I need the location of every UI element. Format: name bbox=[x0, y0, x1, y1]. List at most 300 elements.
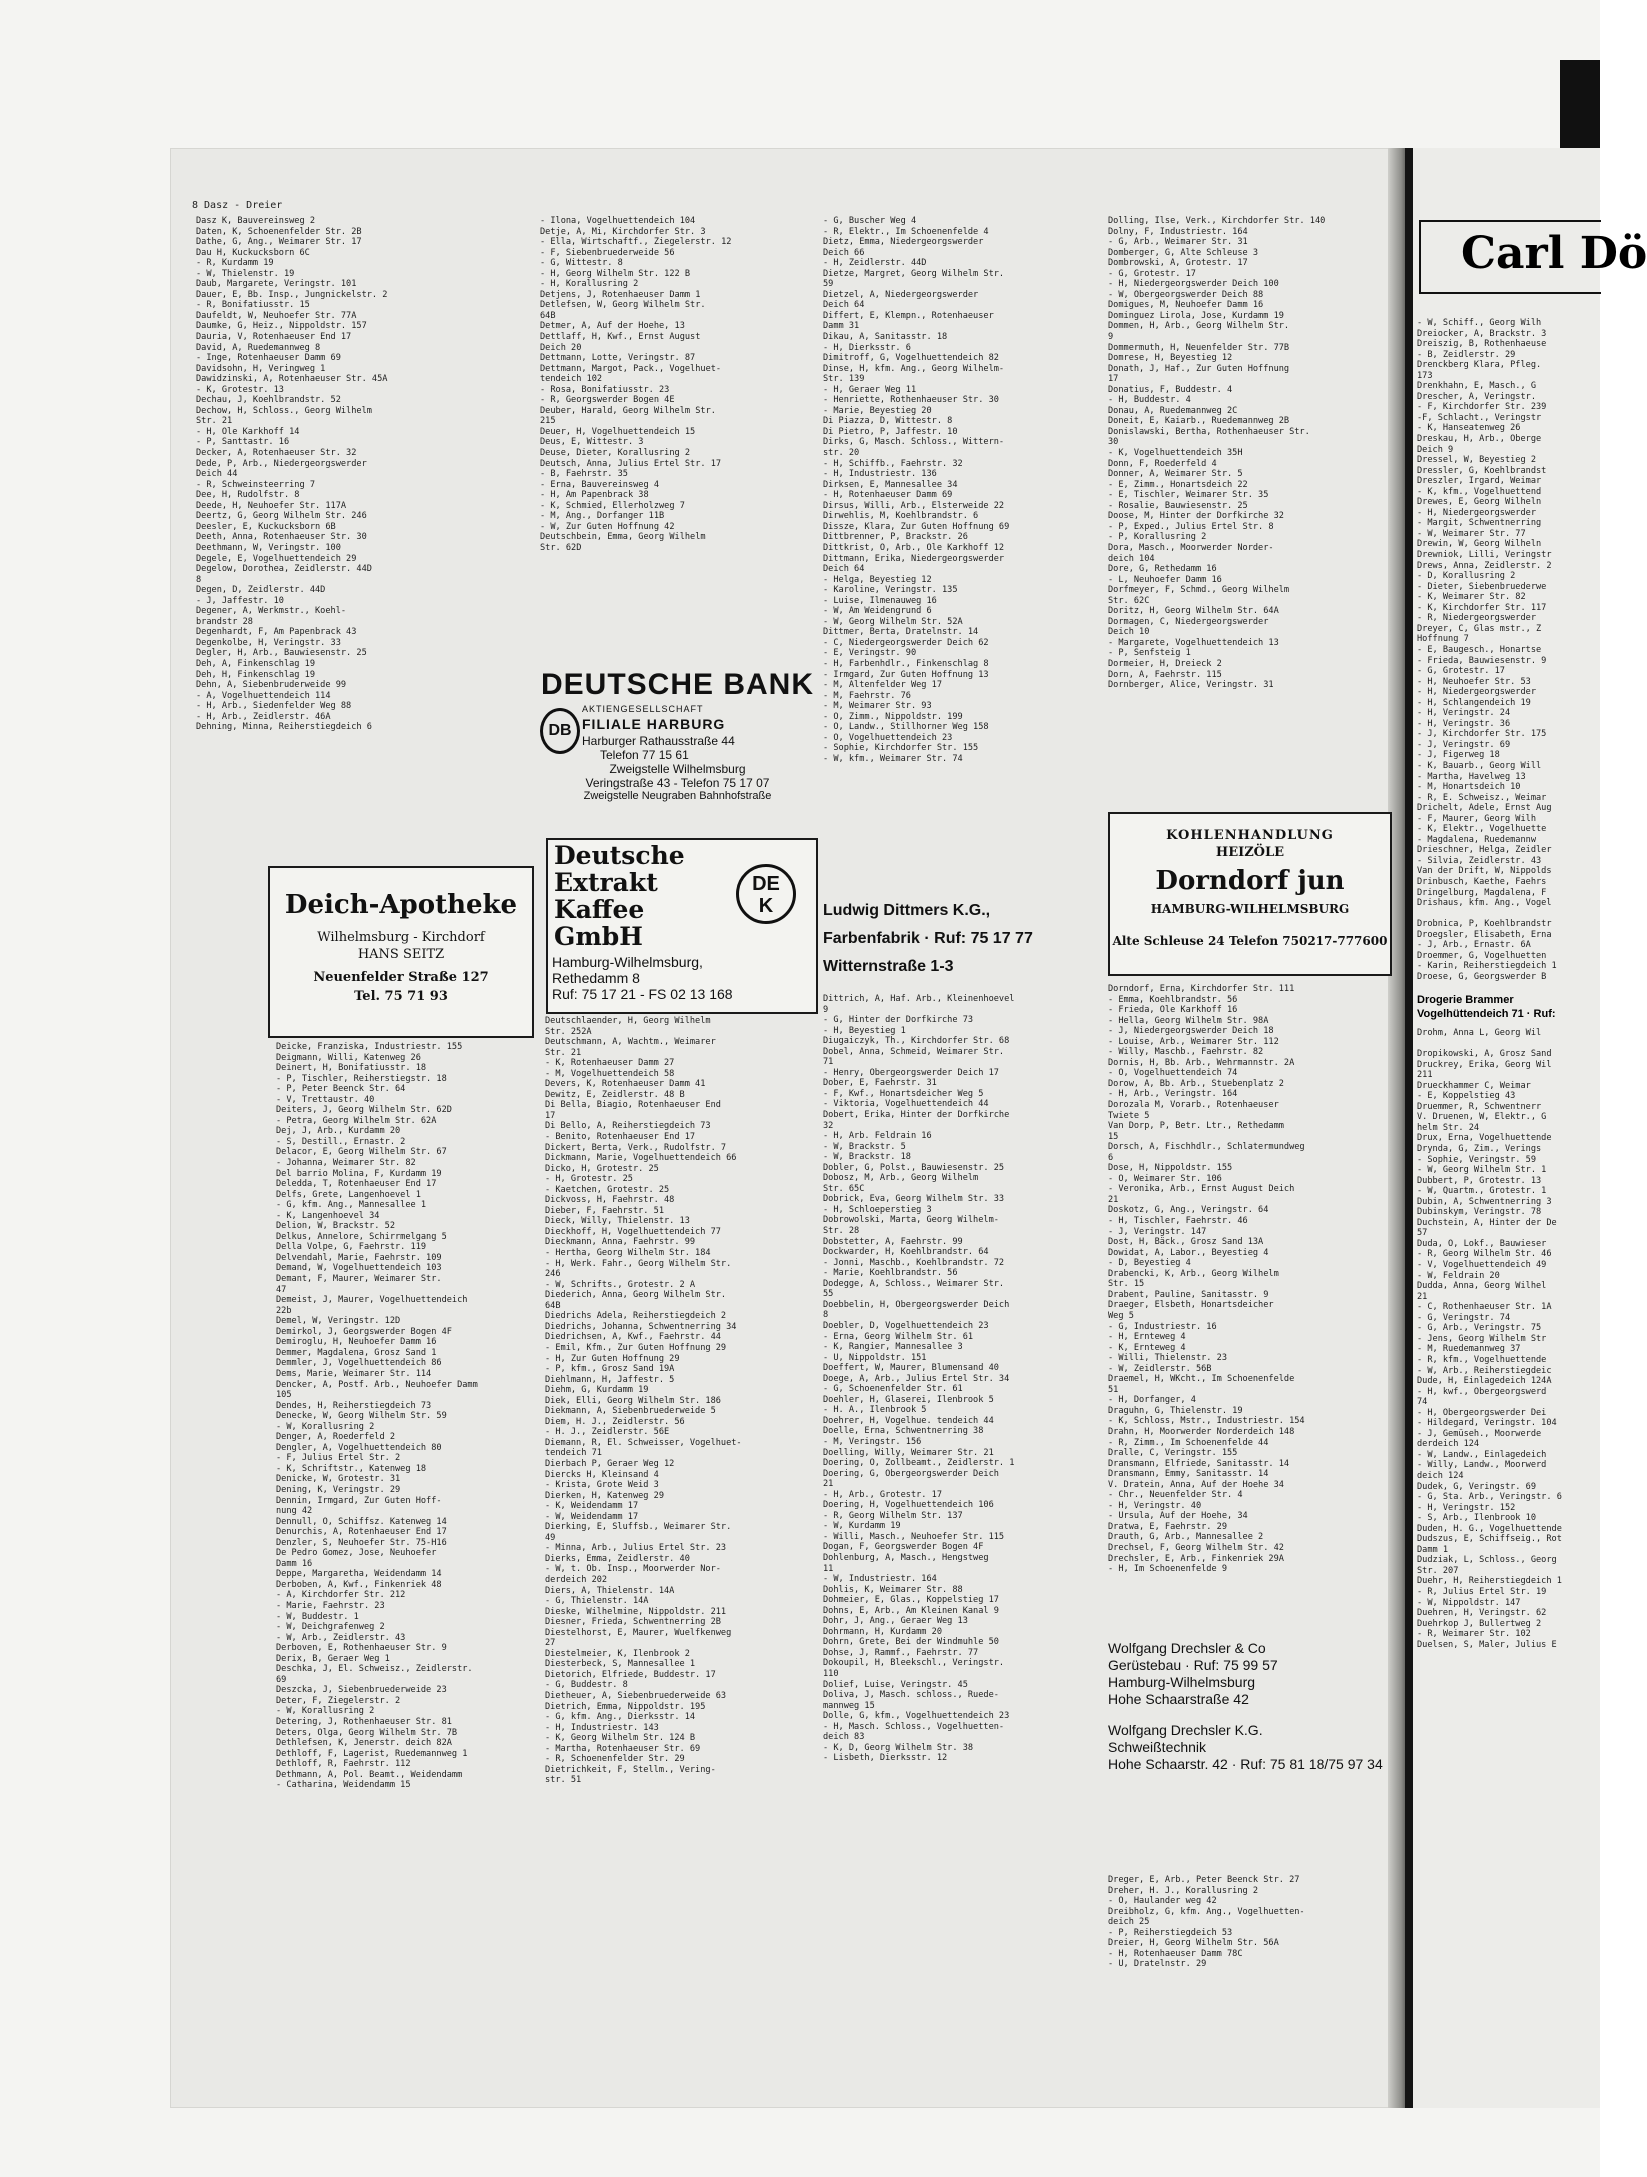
directory-entry: - R, Kurdamm 19 bbox=[196, 258, 274, 269]
dorndorf-ad bbox=[1108, 812, 1392, 976]
directory-entry: Drabencki, K, Arb., Georg Wilhelm bbox=[1108, 1268, 1279, 1279]
directory-entry: Diehlmann, H, Jaffestr. 5 bbox=[545, 1374, 675, 1385]
directory-entry: - P, Exped., Julius Ertel Str. 8 bbox=[1108, 521, 1274, 532]
directory-entry: - K, Hanseatenweg 26 bbox=[1417, 423, 1521, 434]
directory-entry: - R, kfm., Vogelhuettende bbox=[1417, 1354, 1547, 1365]
adjacent-column-bottom bbox=[1417, 1028, 1600, 2108]
directory-entry: Diedrichs, Johanna, Schwentnerring 34 bbox=[545, 1321, 737, 1332]
directory-entry: 71 bbox=[823, 1057, 834, 1068]
directory-entry: - R, Elektr., Im Schoenenfelde 4 bbox=[823, 226, 989, 237]
directory-entry: - H, Geraer Weg 11 bbox=[823, 384, 917, 395]
directory-entry: Dieske, Wilhelmine, Nippoldstr. 211 bbox=[545, 1606, 727, 1617]
directory-entry: Deich 20 bbox=[540, 342, 582, 353]
dittmers-line-3: Witternstraße 1-3 bbox=[823, 958, 954, 975]
directory-entry: - G, Grotestr. 17 bbox=[1417, 666, 1505, 677]
directory-entry: - A, Vogelhuettendeich 114 bbox=[196, 690, 331, 701]
directory-entry: Diedrichs Adela, Reiherstiegdeich 2 bbox=[545, 1311, 727, 1322]
directory-entry: Dorsch, A, Fischhdlr., Schlatermundweg bbox=[1108, 1142, 1305, 1153]
directory-entry: Domigues, M, Neuhoefer Damm 16 bbox=[1108, 300, 1264, 311]
directory-entry: Dietz, Emma, Niedergeorgswerder bbox=[823, 237, 984, 248]
directory-entry: Duehren, H, Veringstr. 62 bbox=[1417, 1608, 1547, 1619]
directory-entry: Dober, E, Faehrstr. 31 bbox=[823, 1078, 937, 1089]
directory-entry: Diestelmeier, K, Ilenbrook 2 bbox=[545, 1648, 690, 1659]
directory-entry: Dickvoss, H, Faehrstr. 48 bbox=[545, 1195, 675, 1206]
directory-entry: - H, Veringstr. 40 bbox=[1108, 1500, 1202, 1511]
directory-entry: Deh, A, Finkenschlag 19 bbox=[196, 658, 315, 669]
directory-entry: - H. J., Zeidlerstr. 56E bbox=[545, 1427, 670, 1438]
directory-entry: Drenckberg Klara, Pfleg. bbox=[1417, 360, 1542, 371]
directory-entry: 21 bbox=[823, 1479, 834, 1490]
directory-entry: - G, Buscher Weg 4 bbox=[823, 216, 917, 226]
directory-entry: Detering, J, Rothenhaeuser Str. 81 bbox=[276, 1717, 452, 1727]
directory-entry: 32 bbox=[823, 1120, 834, 1131]
directory-entry: Duelsen, S, Maler, Julius E bbox=[1417, 1639, 1557, 1650]
directory-entry: Dobstetter, A, Faehrstr. 99 bbox=[823, 1236, 963, 1247]
directory-entry: Dobrick, Eva, Georg Wilhelm Str. 33 bbox=[823, 1194, 1005, 1205]
directory-entry: - Emil, Kfm., Zur Guten Hoffnung 29 bbox=[545, 1342, 727, 1353]
directory-entry: De Pedro Gomez, Jose, Neuhoefer bbox=[276, 1548, 437, 1559]
directory-entry: Degele, E, Vogelhuettendeich 29 bbox=[196, 553, 357, 564]
directory-entry: Dohr, J, Ang., Geraer Weg 13 bbox=[823, 1616, 968, 1627]
directory-entry: Dittmer, Berta, Dratelnstr. 14 bbox=[823, 627, 979, 638]
directory-entry: Str. 21 bbox=[196, 416, 233, 427]
directory-entry: - W, Feldrain 20 bbox=[1417, 1270, 1500, 1281]
directory-entry: - G, Grotestr. 17 bbox=[1108, 268, 1196, 279]
directory-entry: - M, Vogelhuettendeich 58 bbox=[545, 1068, 675, 1079]
directory-entry: - W, kfm., Weimarer Str. 74 bbox=[823, 753, 963, 764]
directory-entry: Di Pietro, P, Jaffestr. 10 bbox=[823, 426, 958, 437]
directory-entry: Duehrkop J, Bullertweg 2 bbox=[1417, 1618, 1542, 1629]
directory-entry: Dreskau, H, Arb., Oberge bbox=[1417, 434, 1542, 445]
directory-entry: Doehler, H, Glaserei, Ilenbrook 5 bbox=[823, 1394, 994, 1405]
directory-entry: Doebler, D, Vogelhuettendeich 23 bbox=[823, 1320, 989, 1331]
directory-entry: - Inge, Rotenhaeuser Damm 69 bbox=[196, 353, 341, 364]
directory-entry: Donislawski, Bertha, Rothenhaeuser Str. bbox=[1108, 426, 1310, 437]
directory-entry: Dasz K, Bauvereinsweg 2 bbox=[196, 216, 315, 226]
directory-entry: - Benito, Rotenhaeuser End 17 bbox=[545, 1132, 696, 1143]
directory-entry: Doneit, E, Kaiarb., Ruedemannweg 2B bbox=[1108, 416, 1290, 427]
drogerie-line-1: Drogerie Brammer bbox=[1417, 994, 1514, 1006]
book-gutter bbox=[1405, 148, 1413, 2108]
directory-entry: 27 bbox=[545, 1638, 556, 1649]
directory-entry: Hoffnung 7 bbox=[1417, 634, 1469, 645]
directory-entry: - Chr., Neuenfelder Str. 4 bbox=[1108, 1490, 1243, 1501]
directory-entry: - W, Industriestr. 164 bbox=[823, 1574, 937, 1585]
directory-entry: Deter, F, Ziegelerstr. 2 bbox=[276, 1695, 401, 1706]
directory-entry: Deutsch, Anna, Julius Ertel Str. 17 bbox=[540, 458, 722, 469]
directory-entry: Drechsel, F, Georg Wilhelm Str. 42 bbox=[1108, 1542, 1284, 1553]
directory-entry: - Krista, Grote Weid 3 bbox=[545, 1480, 659, 1491]
directory-entry: - B, Zeidlerstr. 29 bbox=[1417, 349, 1516, 360]
directory-entry: Dohse, J, Rammf., Faehrstr. 77 bbox=[823, 1647, 979, 1658]
directory-entry: Duehr, H, Reiherstiegdeich 1 bbox=[1417, 1576, 1562, 1587]
directory-entry: - H, Buddestr. 4 bbox=[1108, 395, 1191, 406]
directory-entry: Daumke, G, Heiz., Nippoldstr. 157 bbox=[196, 321, 367, 332]
directory-entry: Dransmann, Elfriede, Sanitasstr. 14 bbox=[1108, 1458, 1290, 1469]
directory-entry: - H, Neuhoefer Str. 53 bbox=[1417, 676, 1531, 687]
directory-entry: Dede, P, Arb., Niedergeorgswerder bbox=[196, 458, 367, 469]
directory-entry: 22b bbox=[276, 1305, 292, 1316]
directory-entry: Duda, O, Lokf., Bauwieser bbox=[1417, 1238, 1547, 1249]
drechsler-line-6: Schweißtechnik bbox=[1108, 1739, 1207, 1755]
dek-ad bbox=[546, 838, 818, 1014]
directory-entry: 57 bbox=[1417, 1228, 1428, 1239]
spine-shadow bbox=[1560, 60, 1600, 150]
directory-entry: - R, Weimarer Str. 102 bbox=[1417, 1629, 1531, 1640]
directory-entry: Dethloff, R, Faehrstr. 112 bbox=[276, 1759, 411, 1770]
directory-entry: Detjens, J, Rotenhaeuser Damm 1 bbox=[540, 289, 701, 300]
directory-entry: - H, Rotenhaeuser Damm 78C bbox=[1108, 1948, 1243, 1959]
directory-entry: Dobosz, M, Arb., Georg Wilhelm bbox=[823, 1173, 979, 1184]
directory-entry: Domberger, G, Alte Schleuse 3 bbox=[1108, 247, 1259, 258]
directory-entry: Drinbusch, Kaethe, Faehrs bbox=[1417, 876, 1547, 887]
directory-entry: Dorndorf, Erna, Kirchdorfer Str. 111 bbox=[1108, 984, 1295, 994]
directory-entry: - H, Niedergeorgswerder bbox=[1417, 687, 1536, 698]
directory-entry: Dogan, F, Georgswerder Bogen 4F bbox=[823, 1542, 984, 1553]
directory-entry: Druemmer, R, Schwentnerr bbox=[1417, 1101, 1542, 1112]
directory-entry: Deters, Olga, Georg Wilhelm Str. 7B bbox=[276, 1727, 458, 1738]
directory-entry: - J, Gemüseh., Moorwerde bbox=[1417, 1428, 1542, 1439]
directory-entry: Deiters, J, Georg Wilhelm Str. 62D bbox=[276, 1105, 452, 1116]
directory-entry: - E, Tischler, Weimarer Str. 35 bbox=[1108, 490, 1269, 501]
dorndorf-name: Dorndorf jun bbox=[1155, 866, 1345, 896]
directory-entry: Doskotz, G, Ang., Veringstr. 64 bbox=[1108, 1205, 1269, 1216]
directory-entry: - H, Zur Guten Hoffnung 29 bbox=[545, 1353, 680, 1364]
directory-entry: - Veronika, Arb., Ernst August Deich bbox=[1108, 1184, 1295, 1195]
directory-entry: Drohm, Anna L, Georg Wil bbox=[1417, 1028, 1542, 1038]
apotheke-name: Deich-Apotheke bbox=[284, 890, 518, 920]
directory-entry: Deutschmann, A, Wachtm., Weimarer bbox=[545, 1037, 716, 1048]
directory-entry: 211 bbox=[1417, 1070, 1433, 1081]
directory-entry: 21 bbox=[1108, 1194, 1119, 1205]
directory-entry: Dormagen, C, Niedergeorgswerder bbox=[1108, 616, 1269, 627]
directory-entry: - F, Maurer, Georg Wilh bbox=[1417, 813, 1536, 824]
directory-entry: - Kaetchen, Grotestr. 25 bbox=[545, 1184, 670, 1195]
directory-entry: - P, kfm., Grosz Sand 19A bbox=[545, 1364, 675, 1375]
directory-entry: - G, Sta. Arb., Veringstr. 6 bbox=[1417, 1492, 1562, 1503]
directory-entry: - Erna, Georg Wilhelm Str. 61 bbox=[823, 1331, 974, 1342]
directory-entry: Dratwa, E, Faehrstr. 29 bbox=[1108, 1521, 1227, 1532]
directory-entry: Demmler, J, Vogelhuettendeich 86 bbox=[276, 1358, 442, 1369]
directory-entry: Denecke, W, Georg Wilhelm Str. 59 bbox=[276, 1411, 447, 1422]
drogerie-ad bbox=[1417, 993, 1600, 1021]
directory-entry: Dorn, A, Faehrstr. 115 bbox=[1108, 669, 1222, 680]
directory-entry: - W, Obergeorgswerder Deich 88 bbox=[1108, 289, 1264, 300]
directory-entry: - Jonni, Maschb., Koehlbrandstr. 72 bbox=[823, 1257, 1005, 1268]
directory-entry: Dose, H, Nippoldstr. 155 bbox=[1108, 1163, 1233, 1174]
directory-entry: Dorozala M, Vorarb., Rotenhaeuser bbox=[1108, 1100, 1279, 1111]
drechsler-line-2: Gerüstebau · Ruf: 75 99 57 bbox=[1108, 1657, 1278, 1673]
directory-entry: Dohmeier, E, Glas., Koppelstieg 17 bbox=[823, 1595, 999, 1606]
drechsler-line-3: Hamburg-Wilhelmsburg bbox=[1108, 1674, 1256, 1690]
directory-entry: Deich 64 bbox=[823, 300, 865, 311]
directory-entry: - Erna, Bauvereinsweg 4 bbox=[540, 479, 659, 490]
directory-entry: Dechow, H, Schloss., Georg Wilhelm bbox=[196, 405, 372, 416]
directory-entry: - W, Weimarer Str. 77 bbox=[1417, 528, 1526, 539]
directory-entry: - Ilona, Vogelhuettendeich 104 bbox=[540, 216, 696, 226]
directory-entry: 64B bbox=[540, 310, 556, 321]
directory-entry: Doeffert, W, Maurer, Blumensand 40 bbox=[823, 1363, 999, 1374]
directory-entry: - G, kfm. Ang., Mannesallee 1 bbox=[276, 1200, 427, 1211]
dek-line-3: Kaffee bbox=[554, 895, 645, 924]
dorndorf-line-1: KOHLENHANDLUNG bbox=[1166, 828, 1334, 843]
directory-entry: derdeich 124 bbox=[1417, 1439, 1480, 1450]
directory-entry: - O, Zimm., Nippoldstr. 199 bbox=[823, 711, 963, 722]
dittmers-ad bbox=[823, 902, 1095, 986]
directory-entry: Detmer, A, Auf der Hoehe, 13 bbox=[540, 321, 685, 332]
directory-entry: Drahn, H, Moorwerder Norderdeich 148 bbox=[1108, 1426, 1295, 1437]
directory-entry: - O, Weimarer Str. 106 bbox=[1108, 1173, 1222, 1184]
directory-entry: - M, Weimarer Str. 93 bbox=[823, 701, 932, 712]
directory-entry: - E, Koppelstieg 43 bbox=[1417, 1091, 1516, 1102]
directory-entry: Daufeldt, W, Neuhoefer Str. 77A bbox=[196, 310, 357, 321]
directory-entry: - Frieda, Ole Karkhoff 16 bbox=[1108, 1005, 1238, 1016]
directory-entry: Dubinskym, Veringstr. 78 bbox=[1417, 1207, 1542, 1218]
directory-entry: - Willi, Masch., Neuhoefer Str. 115 bbox=[823, 1531, 1005, 1542]
directory-entry: Dost, H, Bäck., Grosz Sand 13A bbox=[1108, 1237, 1264, 1248]
directory-entry: Deich 66 bbox=[823, 247, 865, 258]
directory-entry: Denzler, S, Neuhoefer Str. 75-H16 bbox=[276, 1537, 447, 1548]
dek-address-2: Rethedamm 8 bbox=[552, 970, 640, 986]
directory-entry: 173 bbox=[1417, 370, 1433, 381]
directory-entry: - Willy, Maschb., Faehrstr. 82 bbox=[1108, 1047, 1264, 1058]
directory-entry: - Dieter, Siebenbruederwe bbox=[1417, 581, 1547, 592]
directory-entry: - C, Niedergeorgswerder Deich 62 bbox=[823, 637, 989, 648]
directory-entry: - K, D, Georg Wilhelm Str. 38 bbox=[823, 1742, 974, 1753]
directory-entry: Dengler, A, Vogelhuettendeich 80 bbox=[276, 1442, 442, 1453]
directory-entry: - W, Arb., Zeidlerstr. 43 bbox=[276, 1632, 406, 1643]
directory-entry: Dransmann, Emmy, Sanitasstr. 14 bbox=[1108, 1469, 1269, 1480]
page-header: 8 Dasz - Dreier bbox=[192, 200, 283, 211]
directory-entry: Draguhn, G, Thielenstr. 19 bbox=[1108, 1405, 1243, 1416]
directory-entry: Deich 9 bbox=[1417, 444, 1454, 455]
directory-entry: 11 bbox=[823, 1563, 834, 1574]
directory-entry: Di Piazza, D, Wittestr. 8 bbox=[823, 416, 953, 427]
directory-entry: - Viktoria, Vogelhuettendeich 44 bbox=[823, 1099, 989, 1110]
deutsche-bank-subtitle: AKTIENGESELLSCHAFT bbox=[582, 704, 704, 714]
apotheke-location: Wilhelmsburg - Kirchdorf bbox=[317, 930, 485, 945]
directory-entry: Dommermuth, H, Neuenfelder Str. 77B bbox=[1108, 342, 1290, 353]
directory-entry: Donath, J, Haf., Zur Guten Hoffnung bbox=[1108, 363, 1290, 374]
directory-entry: - E, Veringstr. 90 bbox=[823, 648, 917, 659]
directory-entry: - R, Georg Wilhelm Str. 137 bbox=[823, 1510, 963, 1521]
directory-entry: Doering, O, Zollbeamt., Zeidlerstr. 1 bbox=[823, 1458, 1015, 1469]
directory-entry: Twiete 5 bbox=[1108, 1110, 1150, 1121]
directory-entry: Dirsus, Willi, Arb., Elsterweide 22 bbox=[823, 500, 1005, 511]
directory-entry: - F, Kwf., Honartsdeicher Weg 5 bbox=[823, 1088, 984, 1099]
directory-entry: Van der Drift, W, Nippolds bbox=[1417, 866, 1552, 877]
directory-entry: 17 bbox=[545, 1110, 556, 1121]
directory-entry: Dolle, G, kfm., Vogelhuettendeich 23 bbox=[823, 1711, 1010, 1722]
directory-entry: - Emma, Koehlbrandstr. 56 bbox=[1108, 994, 1238, 1005]
directory-entry: Dennin, Irmgard, Zur Guten Hoff- bbox=[276, 1495, 442, 1506]
drechsler-line-7: Hohe Schaarstr. 42 · Ruf: 75 81 18/75 97 34 bbox=[1108, 1756, 1383, 1772]
directory-entry: - R, Bonifatiusstr. 15 bbox=[196, 300, 310, 311]
directory-entry: Delvendahl, Marie, Faehrstr. 109 bbox=[276, 1252, 442, 1263]
directory-entry: Dittrich, A, Haf. Arb., Kleinenhoevel bbox=[823, 994, 1015, 1004]
directory-entry: - K, Georg Wilhelm Str. 124 B bbox=[545, 1733, 696, 1744]
directory-entry: Duchstein, A, Hinter der De bbox=[1417, 1217, 1557, 1228]
directory-entry: - E, Zimm., Honartsdeich 22 bbox=[1108, 479, 1248, 490]
directory-entry: Del barrio Molina, F, Kurdamm 19 bbox=[276, 1168, 442, 1179]
directory-entry: - H, Schlangendeich 19 bbox=[1417, 697, 1531, 708]
directory-entry: - M, Honartsdeich 10 bbox=[1417, 782, 1521, 793]
directory-entry: - K, Weidendamm 17 bbox=[545, 1501, 639, 1512]
directory-entry: Dathe, G, Ang., Weimarer Str. 17 bbox=[196, 237, 362, 248]
directory-entry: 9 bbox=[823, 1004, 829, 1015]
column-4-bottom bbox=[1108, 984, 1388, 1634]
directory-entry: Donau, A, Ruedemannweg 2C bbox=[1108, 405, 1238, 416]
directory-entry: Droese, G, Georgswerder B bbox=[1417, 971, 1547, 982]
directory-entry: - V, Vogelhuettendeich 49 bbox=[1417, 1260, 1547, 1271]
directory-entry: Diek, Elli, Georg Wilhelm Str. 186 bbox=[545, 1395, 721, 1406]
directory-entry: - E, Baugesch., Honartse bbox=[1417, 644, 1542, 655]
directory-entry: Dencker, A, Postf. Arb., Neuhoefer Damm bbox=[276, 1379, 478, 1390]
directory-entry: Deertz, G, Georg Wilhelm Str. 246 bbox=[196, 511, 367, 522]
directory-entry: Dirksen, E, Mannesallee 34 bbox=[823, 479, 958, 490]
directory-entry: Donn, F, Roederfeld 4 bbox=[1108, 458, 1217, 469]
directory-entry: - K, Schmied, Ellerholzweg 7 bbox=[540, 500, 685, 511]
directory-entry: 110 bbox=[823, 1669, 839, 1679]
directory-entry: Demand, W, Vogelhuettendeich 103 bbox=[276, 1263, 442, 1274]
directory-entry: Str. 65C bbox=[823, 1183, 865, 1194]
deutsche-bank-address: Harburger Rathausstraße 44 bbox=[582, 734, 735, 748]
directory-entry: Domrese, H, Beyestieg 12 bbox=[1108, 353, 1233, 364]
directory-entry: Dohns, E, Arb., Am Kleinen Kanal 9 bbox=[823, 1605, 999, 1616]
directory-entry: Dechau, J, Koehlbrandstr. 52 bbox=[196, 395, 341, 406]
directory-entry: - Silvia, Zeidlerstr. 43 bbox=[1417, 855, 1542, 866]
dittmers-line-2: Farbenfabrik · Ruf: 75 17 77 bbox=[823, 930, 1033, 947]
directory-entry: - J, Veringstr. 69 bbox=[1417, 739, 1511, 750]
directory-entry: - G, Industriestr. 16 bbox=[1108, 1321, 1217, 1332]
directory-entry: - Irmgard, Zur Guten Hoffnung 13 bbox=[823, 669, 989, 680]
directory-entry: Str. 15 bbox=[1108, 1279, 1145, 1290]
directory-entry: Dettmann, Margot, Pack., Vogelhuet- bbox=[540, 363, 722, 374]
directory-entry: - W, Brackstr. 5 bbox=[823, 1141, 906, 1152]
directory-entry: - H, Arb., Siedenfelder Weg 88 bbox=[196, 701, 352, 712]
directory-entry: - W, Georg Wilhelm Str. 1 bbox=[1417, 1165, 1547, 1176]
directory-entry: Denurchis, A, Rotenhaeuser End 17 bbox=[276, 1527, 447, 1538]
directory-entry: 21 bbox=[1417, 1291, 1428, 1302]
directory-entry: Draemel, H, WKcht., Im Schoenenfelde bbox=[1108, 1374, 1295, 1385]
directory-entry: Dems, Marie, Weimarer Str. 114 bbox=[276, 1368, 432, 1379]
directory-entry: - H, Industriestr. 143 bbox=[545, 1722, 659, 1733]
directory-entry: - M, Altenfelder Weg 17 bbox=[823, 680, 942, 691]
directory-entry: Dittmann, Erika, Niedergeorgswerder bbox=[823, 553, 1005, 564]
directory-entry: deich 124 bbox=[1417, 1470, 1464, 1481]
directory-entry: - L, Neuhoefer Damm 16 bbox=[1108, 574, 1222, 585]
directory-entry: Dreger, E, Arb., Peter Beenck Str. 27 bbox=[1108, 1875, 1300, 1885]
directory-entry: Dreyer, C, Glas mstr., Z bbox=[1417, 623, 1542, 634]
directory-entry: Doering, G, Obergeorgswerder Deich bbox=[823, 1468, 999, 1479]
directory-entry: Dohlenburg, A, Masch., Hengstweg bbox=[823, 1552, 989, 1563]
directory-entry: brandstr 28 bbox=[196, 616, 253, 627]
directory-entry: Demant, F, Maurer, Weimarer Str. bbox=[276, 1274, 442, 1285]
directory-entry: Dominguez Lirola, Jose, Kurdamm 19 bbox=[1108, 310, 1284, 321]
directory-entry: Diem, H. J., Zeidlerstr. 56 bbox=[545, 1416, 685, 1427]
directory-entry: - R, Georg Wilhelm Str. 46 bbox=[1417, 1249, 1552, 1260]
directory-entry: Dore, G, Rethedamm 16 bbox=[1108, 564, 1217, 575]
directory-entry: - H, Arb., Zeidlerstr. 46A bbox=[196, 711, 331, 722]
directory-entry: Dobler, G, Polst., Bauwiesenstr. 25 bbox=[823, 1162, 1005, 1173]
directory-entry: Dohrmann, H, Kurdamm 20 bbox=[823, 1626, 942, 1637]
directory-entry: Dreher, H. J., Korallusring 2 bbox=[1108, 1885, 1259, 1896]
directory-entry: Diederich, Anna, Georg Wilhelm Str. bbox=[545, 1290, 727, 1301]
directory-entry: - Hertha, Georg Wilhelm Str. 184 bbox=[545, 1248, 711, 1259]
directory-entry: Dietrichkeit, F, Stellm., Vering- bbox=[545, 1764, 716, 1775]
directory-entry: - P, Korallusring 2 bbox=[1108, 532, 1207, 543]
drechsler-line-4: Hohe Schaarstraße 42 bbox=[1108, 1691, 1249, 1707]
directory-entry: Dimitroff, G, Vogelhuettendeich 82 bbox=[823, 353, 999, 364]
directory-entry: Drobnica, P, Koehlbrandstr bbox=[1417, 919, 1552, 930]
directory-entry: Drueckhammer C, Weimar bbox=[1417, 1080, 1531, 1091]
directory-entry: Dommen, H, Arb., Georg Wilhelm Str. bbox=[1108, 321, 1290, 332]
directory-entry: 6 bbox=[1108, 1152, 1114, 1163]
directory-entry: - M, Ruedemannweg 37 bbox=[1417, 1344, 1521, 1355]
directory-entry: - W, Georg Wilhelm Str. 52A bbox=[823, 616, 963, 627]
directory-entry: - R, E. Schweisz., Weimar bbox=[1417, 792, 1547, 803]
directory-entry: - Hella, Georg Wilhelm Str. 98A bbox=[1108, 1015, 1269, 1026]
directory-entry: - Karoline, Veringstr. 135 bbox=[823, 585, 958, 596]
directory-entry: Diesterbeck, S, Mannesallee 1 bbox=[545, 1659, 696, 1670]
directory-entry: Dieckmann, Anna, Faehrstr. 99 bbox=[545, 1237, 696, 1248]
directory-entry: Drishaus, kfm. Ang., Vogel bbox=[1417, 898, 1552, 909]
directory-entry: Dierbach P, Geraer Weg 12 bbox=[545, 1458, 675, 1469]
directory-entry: - W, t. Ob. Insp., Moorwerder Nor- bbox=[545, 1564, 721, 1575]
directory-entry: Deutschbein, Emma, Georg Wilhelm bbox=[540, 532, 706, 543]
dek-logo-icon: DE K bbox=[736, 864, 796, 924]
directory-entry: Davidsohn, H, Veringweg 1 bbox=[196, 363, 326, 374]
directory-entry: Doering, H, Vogelhuettendeich 106 bbox=[823, 1500, 994, 1511]
directory-entry: - W, Buddestr. 1 bbox=[276, 1611, 359, 1622]
directory-entry: - U, Nippoldstr. 151 bbox=[823, 1352, 927, 1363]
directory-entry: Van Dorp, P, Betr. Ltr., Rethedamm bbox=[1108, 1121, 1284, 1132]
directory-entry: Detje, A, Mi, Kirchdorfer Str. 3 bbox=[540, 226, 706, 237]
directory-entry: Dietorich, Elfriede, Buddestr. 17 bbox=[545, 1669, 716, 1680]
directory-entry: Drabent, Pauline, Sanitasstr. 9 bbox=[1108, 1289, 1269, 1300]
directory-entry: - Jens, Georg Wilhelm Str bbox=[1417, 1333, 1547, 1344]
directory-entry: - F, Siebenbruederweide 56 bbox=[540, 247, 675, 258]
directory-entry: Dendes, H, Reiherstiegdeich 73 bbox=[276, 1400, 432, 1411]
drogerie-line-2: Vogelhüttendeich 71 · Ruf: bbox=[1417, 1008, 1556, 1020]
directory-entry: Drechsler, E, Arb., Finkenriek 29A bbox=[1108, 1553, 1284, 1564]
directory-entry: tendeich 102 bbox=[540, 374, 603, 385]
directory-entry: Dubbert, P, Grotestr. 13 bbox=[1417, 1175, 1542, 1186]
directory-entry: Dohlis, K, Weimarer Str. 88 bbox=[823, 1584, 963, 1595]
directory-entry: - G, kfm. Ang., Dierksstr. 14 bbox=[545, 1712, 696, 1723]
directory-entry: Dierks, Emma, Zeidlerstr. 40 bbox=[545, 1553, 690, 1564]
directory-entry: Deh, H, Finkenschlag 19 bbox=[196, 669, 315, 680]
directory-entry: Demel, W, Veringstr. 12D bbox=[276, 1316, 401, 1327]
directory-entry: Dirks, G, Masch. Schloss., Wittern- bbox=[823, 437, 1005, 448]
directory-entry: - R, Niedergeorgswerder bbox=[1417, 613, 1536, 624]
directory-entry: Dierking, E, Sluffsb., Weimarer Str. bbox=[545, 1522, 732, 1533]
directory-entry: Dreiocker, A, Brackstr. 3 bbox=[1417, 328, 1547, 339]
directory-entry: - Ella, Wirtschaftf., Ziegelerstr. 12 bbox=[540, 237, 732, 248]
directory-entry: - W, Am Weidengrund 6 bbox=[823, 606, 932, 617]
directory-entry: - G, Wittestr. 8 bbox=[540, 258, 623, 269]
directory-entry: - G, Schoenenfelder Str. 61 bbox=[823, 1384, 963, 1395]
directory-entry: - Rosa, Bonifatiusstr. 23 bbox=[540, 384, 670, 395]
directory-entry: David, A, Ruedemannweg 8 bbox=[196, 342, 321, 353]
deutsche-bank-branch: FILIALE HARBURG bbox=[582, 716, 726, 732]
directory-entry: - G, Arb., Weimarer Str. 31 bbox=[1108, 237, 1248, 248]
directory-entry: Doelling, Willy, Weimarer Str. 21 bbox=[823, 1447, 994, 1458]
directory-entry: - K, Ernteweg 4 bbox=[1108, 1342, 1186, 1353]
directory-entry: 105 bbox=[276, 1390, 292, 1401]
directory-entry: Dreiszig, B, Rothenhaeuse bbox=[1417, 339, 1547, 350]
directory-entry: Dee, H, Rudolfstr. 8 bbox=[196, 490, 300, 501]
